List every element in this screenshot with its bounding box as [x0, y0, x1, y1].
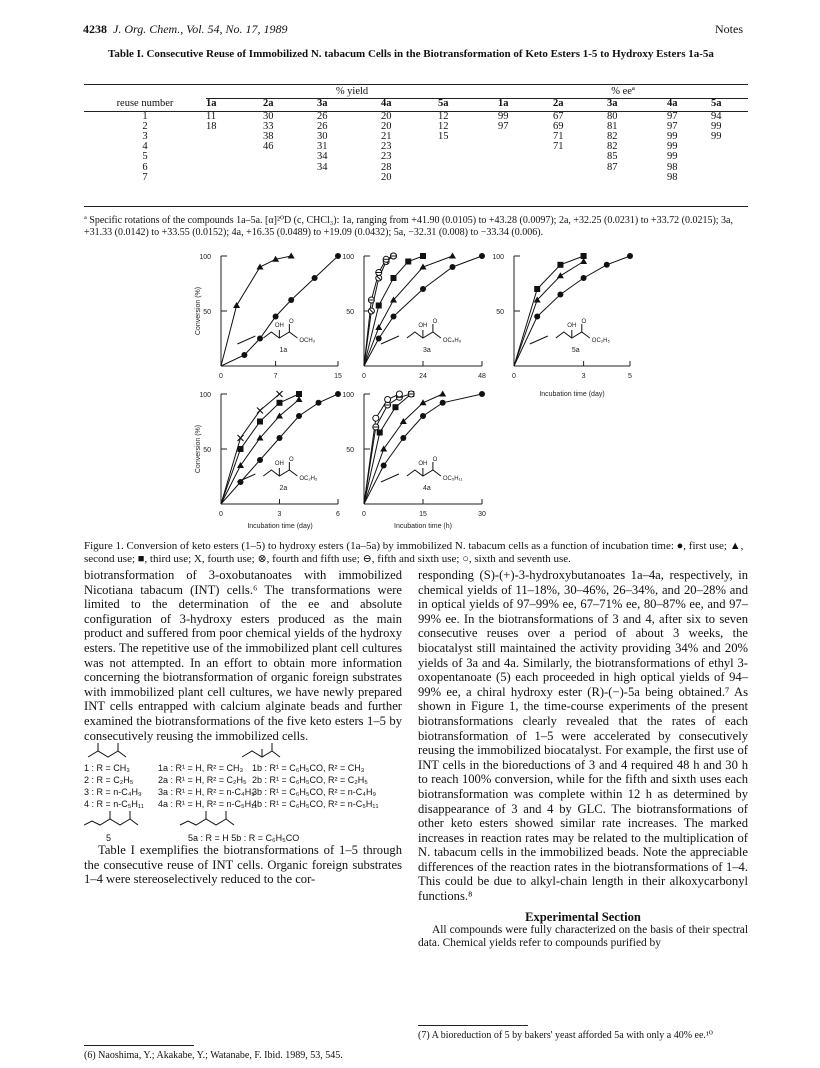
table-cell: 12: [438, 120, 449, 132]
x-axis-label-hours: Incubation time (h): [394, 523, 452, 530]
data-marker: [400, 435, 406, 441]
y-tick-label-100: 100: [342, 254, 354, 261]
y-tick-label-50: 50: [496, 309, 504, 316]
x-tick-label: 0: [362, 373, 366, 380]
o-label: O: [432, 319, 438, 325]
experimental-heading: Experimental Section: [525, 909, 641, 924]
table-cell: 23: [381, 141, 392, 153]
data-marker: [238, 479, 244, 485]
oh-label: OH: [567, 323, 577, 329]
data-marker: [277, 400, 283, 406]
ester-group-label: OC₄H₉: [442, 338, 462, 344]
hydroxy-ester-structure-icon: [407, 470, 441, 476]
table-cell: 80: [607, 110, 618, 122]
table-cell: 85: [607, 151, 618, 163]
data-marker: [557, 262, 563, 268]
figure-caption: Figure 1. Conversion of keto esters (1–5) to hydroxy esters (1a–5a) by immobilized N. tabacum cells as a function of incubation time: ●, first use; ▲, second use; ■, third use; X, fourth use; ⊗, fourth and fifth use; ⊖, fifth and sixth use; ○, sixth and seventh use.: [84, 540, 744, 565]
ethyl-oxopentanoate-structure-icon: [84, 809, 402, 831]
table-cell: 31: [317, 141, 328, 153]
table-cell: 30: [263, 110, 274, 122]
data-marker: [316, 400, 322, 406]
o-label: O: [289, 457, 294, 463]
table-cell: 34: [317, 151, 328, 163]
data-marker: [376, 303, 382, 309]
table-cell: 81: [607, 120, 618, 132]
x-tick-label: 0: [512, 373, 516, 380]
table-cell: 20: [381, 110, 392, 122]
data-marker: [557, 272, 564, 278]
y-axis-label: Conversion (%): [195, 424, 202, 474]
right-paragraph-1: responding (S)-(+)-3-hydroxybutanoates 1a–4a, respectively, in chemical yields of 11–18%, 30–46%, 26–34%, and 20–28% and in optical yields of 97–99% ee, 67–71% ee, 80–87% ee, and 97–99% ee. In the biotransformations of 3 and 4, after six to seven consecutive reuses over a period of about 3 weeks, the biocatalyst still maintained the activity providing 34% and 20% yields of 3a and 4a. Similarly, the biotransformations of ethyl 3-oxopentanoate (5) each proceeded in high optical yields of 94–99% ee, a chiral hydroxy ester (R)-(−)-5a being obtained.⁷ As shown in Figure 1, the time-course experiments of the present biotransformations clearly revealed that the rates of each biotransformation of 1–5 were accelerated by consecutively reusing the immobilized biocatalyst. For example, the first use of INT cells in the bioreductions of 3 and 4 required 48 h and 30 h to reach 100% conversion, while for the fifth and sixth uses each biotransformation was complete within 12 h as determined by disappearance of 3 and 4 by GLC. The biotransformations of other keto esters showed similar rate increases. The marked increases in reaction rates may be related to the multiplication of N. tabacum cells in the immobilized beads. Note the appreciable differences of the reaction rates in the biotransformations of 1–4. This could be due to alkyl-chain length in their alkoxycarbonyl functions.⁸: [418, 568, 748, 904]
table-cell: 33: [263, 120, 274, 132]
col-header-2a-yield: 2a: [263, 98, 274, 110]
data-marker: [312, 275, 318, 281]
data-marker: [381, 463, 387, 469]
x-tick-label: 6: [336, 511, 340, 518]
hydroxy-ester-structure-icon: [407, 332, 441, 338]
table-cell: 94: [711, 110, 722, 122]
data-marker: [385, 397, 391, 403]
section-name: Notes: [715, 22, 743, 36]
table-cell: 67: [553, 110, 564, 122]
reuse-number-cell: 1: [142, 110, 148, 122]
data-marker: [375, 324, 382, 330]
pointer-arrow: [381, 474, 399, 482]
reuse-header: reuse number: [116, 98, 174, 110]
data-marker: [376, 336, 382, 342]
x-tick-label: 15: [419, 511, 427, 518]
compound-label: 2a: [279, 485, 288, 492]
x-tick-label: 3: [277, 511, 282, 518]
reuse-number-cell: 5: [142, 151, 148, 163]
data-marker: [420, 399, 427, 405]
keto-ester-structure-icon: [84, 743, 402, 761]
data-marker: [288, 297, 294, 303]
data-marker: [233, 302, 240, 308]
data-marker: [257, 336, 263, 342]
footnote-rule-right: [418, 1025, 528, 1026]
table-cell: 12: [438, 110, 449, 122]
compound-row: [84, 761, 402, 773]
compound-5-label: 5: [106, 833, 112, 844]
table-cell: 82: [607, 130, 618, 142]
data-marker: [557, 292, 563, 298]
data-marker: [391, 275, 397, 281]
data-marker: [479, 391, 485, 397]
table-cell: 69: [553, 120, 564, 132]
compound-label: 1a: [279, 347, 288, 354]
table-cell: 71: [553, 141, 564, 153]
data-marker: [391, 314, 397, 320]
table-cell: 97: [498, 120, 509, 132]
data-marker: [440, 400, 446, 406]
compound-row: [84, 797, 402, 809]
data-marker: [396, 391, 402, 397]
compound-5ab-label: 5a : R = H 5b : R = C₆H₅CO: [188, 833, 300, 844]
compound-label: 4a: [423, 485, 431, 492]
data-marker: [439, 391, 446, 397]
o-label: O: [432, 457, 438, 463]
table-cell: 23: [381, 151, 392, 163]
col-header-5a-ee: 5a: [711, 98, 722, 110]
data-marker: [449, 253, 456, 259]
x-tick-label: 24: [419, 373, 427, 380]
data-marker: [241, 352, 247, 358]
data-marker: [296, 391, 302, 397]
left-paragraph-1: biotransformation of 3-oxobutanoates with immobilized Nicotiana tabacum (INT) cells.⁶ The transformations were limited to the determination of the ee and absolute configuration of 3-hydroxy esters produced as the main product and suffered from poor chemical yields of the hydroxy esters. The repetitive use of the immobilized plant cell cultures was not attempted. In an effort to obtain more information concerning the biotransformation of organic foreign substrates with immobilized plant cell cultures, we have newly prepared INT cells entrapped with calcium alginate beads and further examined the biotransformations of the five keto esters 1–5 by consecutively reusing the immobilized cells.: [84, 568, 402, 743]
pointer-arrow: [530, 336, 548, 344]
data-marker: [604, 262, 610, 268]
data-marker: [392, 404, 398, 410]
x-tick-label: 0: [362, 511, 366, 518]
table-caption: Table I. Consecutive Reuse of Immobilized N. tabacum Cells in the Biotransformation of Keto Esters 1-5 to Hydroxy Esters 1a-5a: [108, 48, 714, 60]
compound-label: 1 : R = CH₃: [84, 763, 130, 774]
x-tick-label: 5: [628, 373, 632, 380]
x-tick-label: 7: [273, 373, 278, 380]
data-marker: [581, 275, 587, 281]
y-tick-label-50: 50: [346, 447, 354, 454]
compound-label: 2b : R¹ = C₆H₅CO, R² = C₂H₅: [252, 775, 368, 786]
x-tick-label: 0: [219, 373, 223, 380]
table-cell: 99: [711, 130, 722, 142]
table-footnote: ª Specific rotations of the compounds 1a–5a. [α]²⁰D (c, CHCl₃): 1a, ranging from +41.90 (0.0105) to +43.28 (0.0097); 2a, +32.25 (0.0231) to +33.72 (0.0215); 3a, +31.33 (0.0142) to +33.55 (0.0152); 4a, +16.35 (0.0489) to +19.09 (0.0432); 5a, −32.31 (0.008) to −33.34 (0.006).: [84, 215, 733, 238]
y-tick-label-50: 50: [203, 447, 211, 454]
table-cell: 97: [667, 110, 678, 122]
table-cell: 28: [381, 161, 392, 173]
o-label: O: [289, 319, 294, 325]
col-header-3a-yield: 3a: [317, 98, 328, 110]
data-marker: [296, 413, 302, 419]
col-header-3a-ee: 3a: [607, 98, 618, 110]
x-tick-label: 30: [478, 511, 486, 518]
data-marker: [257, 419, 263, 425]
compound-label: 3 : R = n-C₄H₉: [84, 787, 142, 798]
table-cell: 34: [317, 161, 328, 173]
data-marker: [273, 314, 279, 320]
compound-label: 1a : R¹ = H, R² = CH₃: [158, 763, 244, 774]
left-paragraph-2: Table I exemplifies the biotransformations of 1–5 through the consecutive reuse of INT cells. Organic foreign substrates 1–4 were stereoselectively reduced to the cor-: [84, 843, 402, 887]
right-paragraph-2: All compounds were fully characterized on the basis of their spectral data. Chemical yields refer to compounds purified by: [418, 924, 748, 950]
reuse-number-cell: 6: [142, 161, 148, 173]
data-marker: [420, 286, 426, 292]
compound-structures: [84, 743, 402, 761]
compound-label: 4 : R = n-C₅H₁₁: [84, 799, 144, 810]
series-line: [221, 400, 299, 505]
reuse-number-cell: 4: [142, 141, 148, 153]
col-header-5a-yield: 5a: [438, 98, 449, 110]
data-marker: [627, 253, 633, 259]
compound-label: 4b : R¹ = C₆H₅CO, R² = n-C₅H₁₁: [252, 799, 379, 810]
data-marker: [377, 430, 383, 436]
x-axis-label-day: Incubation time (day): [539, 391, 605, 398]
table-cell: 26: [317, 120, 328, 132]
compound-label: 1b : R¹ = C₆H₅CO, R² = CH₃: [252, 763, 365, 774]
data-marker: [335, 391, 341, 397]
table-cell: 71: [553, 130, 564, 142]
table-cell: 20: [381, 120, 392, 132]
col-header-2a-ee: 2a: [553, 98, 564, 110]
y-tick-label-100: 100: [492, 254, 504, 261]
x-axis-label-day: Incubation time (day): [247, 523, 313, 530]
y-tick-label-50: 50: [203, 309, 211, 316]
data-marker: [257, 264, 264, 270]
oh-label: OH: [274, 461, 284, 467]
ester-group-label: OC₅H₁₁: [442, 476, 463, 482]
data-marker: [450, 264, 456, 270]
pointer-arrow: [381, 336, 399, 344]
y-tick-label-50: 50: [346, 309, 354, 316]
compound-label: 5a: [571, 347, 580, 354]
ester-group-label: OCH₃: [299, 338, 316, 344]
data-marker: [288, 253, 295, 259]
data-marker: [277, 435, 283, 441]
o-label: O: [581, 319, 587, 325]
table-cell: 18: [206, 120, 217, 132]
oh-label: OH: [274, 323, 284, 329]
data-marker: [405, 259, 411, 265]
col-header-4a-ee: 4a: [667, 98, 678, 110]
left-column: [84, 568, 402, 887]
table-cell: 97: [667, 120, 678, 132]
y-axis-label: Conversion (%): [195, 286, 202, 336]
data-marker: [581, 253, 587, 259]
pointer-arrow: [237, 336, 255, 344]
table-cell: 87: [607, 161, 618, 173]
compound-row: [84, 773, 402, 785]
x-tick-label: 3: [581, 373, 586, 380]
compound-label: 2 : R = C₂H₅: [84, 775, 134, 786]
table-cell: 98: [667, 161, 678, 173]
table-cell: 99: [667, 151, 678, 163]
oh-label: OH: [418, 323, 428, 329]
reuse-number-cell: 7: [142, 171, 148, 183]
y-tick-label-100: 100: [199, 392, 211, 399]
table-cell: 15: [438, 130, 449, 142]
oh-label: OH: [418, 461, 428, 467]
table-cell: 99: [667, 130, 678, 142]
data-marker: [420, 253, 426, 259]
footnote-rule-left: [84, 1045, 194, 1046]
compound-label: 3a: [423, 347, 431, 354]
col-header-1a-ee: 1a: [498, 98, 509, 110]
table-cell: 30: [317, 130, 328, 142]
reuse-number-cell: 2: [142, 120, 148, 132]
table-cell: 21: [381, 130, 392, 142]
reuse-number-cell: 3: [142, 130, 148, 142]
yield-group-header: % yield: [206, 86, 498, 98]
journal-citation: J. Org. Chem., Vol. 54, No. 17, 1989: [113, 22, 288, 36]
compound-label: 3b : R¹ = C₆H₅CO, R² = n-C₄H₉: [252, 787, 377, 798]
compound-list: [84, 761, 402, 809]
data-marker: [257, 457, 263, 463]
table-cell: 98: [667, 171, 678, 183]
table-cell: 26: [317, 110, 328, 122]
table-cell: 46: [263, 141, 274, 153]
table-cell: 99: [667, 141, 678, 153]
table-cell: 11: [206, 110, 217, 122]
col-header-4a-yield: 4a: [381, 98, 392, 110]
ester-group-label: OC₂H₅: [299, 476, 318, 482]
ee-group-header: % eeª: [498, 86, 748, 98]
col-header-1a-yield: 1a: [206, 98, 217, 110]
x-tick-label: 15: [334, 373, 342, 380]
data-marker: [335, 253, 341, 259]
table-cell: 20: [381, 171, 392, 183]
right-column: [418, 568, 748, 950]
compound-row: [84, 785, 402, 797]
table-cell: 99: [711, 120, 722, 132]
data-marker: [420, 413, 426, 419]
table-cell: 82: [607, 141, 618, 153]
page-number: 4238: [83, 22, 107, 36]
footnote-right: (7) A bioreduction of 5 by bakers' yeast afforded 5a with only a 40% ee.¹⁰: [418, 1030, 713, 1041]
hydroxy-ester-structure-icon: [263, 470, 297, 476]
y-tick-label-100: 100: [199, 254, 211, 261]
x-tick-label: 48: [478, 373, 486, 380]
y-tick-label-100: 100: [342, 392, 354, 399]
ester-group-label: OC₂H₅: [591, 338, 610, 344]
compound-label: 3a : R¹ = H, R² = n-C₄H₉: [158, 787, 255, 798]
table-cell: 99: [498, 110, 509, 122]
data-marker: [238, 446, 244, 452]
data-marker: [373, 415, 379, 421]
compound-label: 2a : R¹ = H, R² = C₂H₅: [158, 775, 247, 786]
hydroxy-ester-structure-icon: [556, 332, 590, 338]
footnote-left: (6) Naoshima, Y.; Akakabe, Y.; Watanabe, F. Ibid. 1989, 53, 545.: [84, 1050, 343, 1061]
data-marker: [479, 253, 485, 259]
data-marker: [534, 314, 540, 320]
data-marker: [534, 286, 540, 292]
compound-label: 4a : R¹ = H, R² = n-C₅H₁₁: [158, 799, 258, 810]
hydroxy-ester-structure-icon: [263, 332, 297, 338]
compound-5-structures: [84, 809, 402, 843]
x-tick-label: 0: [219, 511, 223, 518]
table-cell: 38: [263, 130, 274, 142]
